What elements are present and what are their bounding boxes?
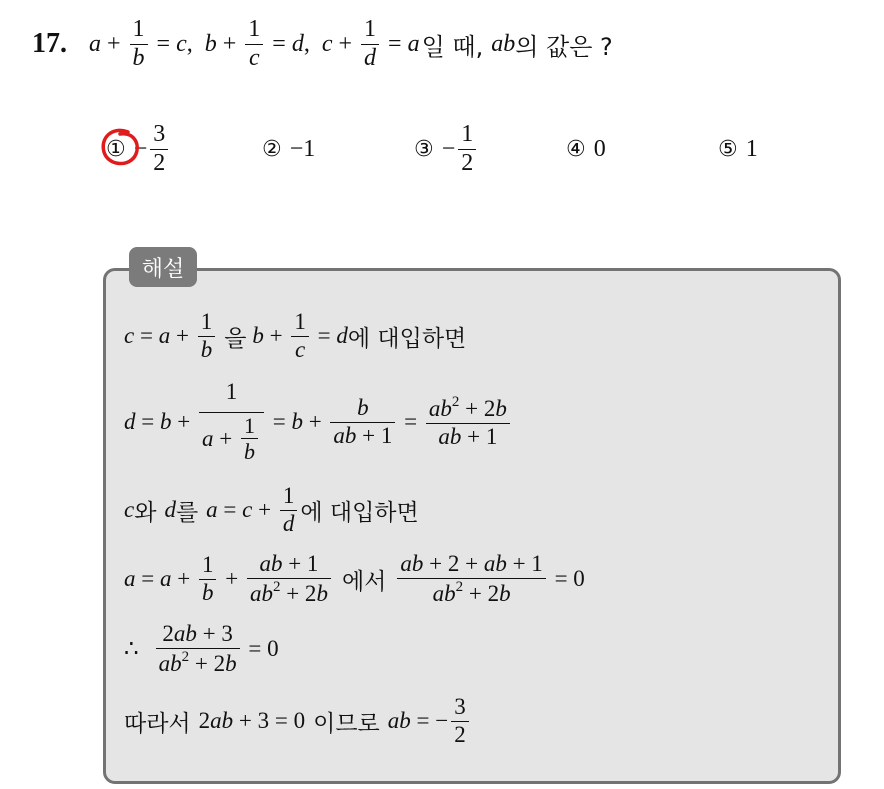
choice-4[interactable] [566, 118, 606, 180]
choice-2-value: −1 [289, 135, 316, 162]
solution-tag: 해설 [129, 247, 197, 287]
choice-1[interactable]: ① − $\frac{3}{2}$ [106, 118, 171, 180]
choice-4-marker: ④ [566, 136, 586, 162]
selected-answer-circle-mark [98, 126, 148, 170]
choice-5-marker: ⑤ [718, 136, 738, 162]
solution-line-2: d = b + 1 a + $\frac{1}{b}$ = b + $\frac{b}{ab + 1}$ = $\frac{ab^2 + 2b}{ab + 1}$ [124, 374, 513, 470]
choice-1-marker: ① [106, 136, 126, 162]
problem-statement [32, 14, 613, 74]
fraction-1-over-b: $\frac{1}{b}$ [130, 16, 148, 72]
choice-3-marker: ③ [414, 136, 434, 162]
fraction-1-over-c: $\frac{1}{c}$ [245, 16, 263, 72]
choice-1-fraction: $\frac{3}{2}$ [150, 121, 168, 177]
solution-line-5: ∴ $\frac{2ab + 3}{ab^2 + 2b}$ = 0 [124, 621, 279, 676]
problem-equations: a + $\frac{1}{b}$ = c , b + $\frac{1}{c}$ = d , c + $\frac{1}{d}$ = a 일 때, ab 의 값은 ? [89, 15, 613, 71]
choice-3-fraction: $\frac{1}{2}$ [458, 121, 476, 177]
choice-5-value: 1 [745, 135, 758, 162]
choice-2-marker: ② [262, 136, 282, 162]
problem-when-text: 일 때, [421, 32, 484, 61]
solution-line-6: 따라서 2 ab + 3 = 0 이므로 ab = − $\frac{3}{2}$ [124, 690, 472, 752]
solution-line-4: a = a + $\frac{1}{b}$ + $\frac{ab + 1}{ab^2 + 2b}$ 에서 $\frac{ab + 2 + ab + 1}{ab^2 + 2b}$ = 0 [124, 551, 585, 606]
choice-2[interactable] [262, 118, 315, 180]
problem-number: 17. [32, 28, 67, 59]
solution-line-1: c = a + $\frac{1}{b}$ 을 b + $\frac{1}{c}$ = d 에 대입하면 [124, 309, 467, 362]
fraction-1-over-d: $\frac{1}{d}$ [361, 16, 379, 72]
choice-3[interactable]: ③ − $\frac{1}{2}$ [414, 118, 479, 180]
choice-4-value: 0 [593, 135, 606, 162]
choice-5[interactable] [718, 118, 758, 180]
solution-line-3: c 와 d 를 a = c + $\frac{1}{d}$ 에 대입하면 [124, 483, 419, 536]
problem-value-text: 의 값은 ? [515, 32, 613, 61]
